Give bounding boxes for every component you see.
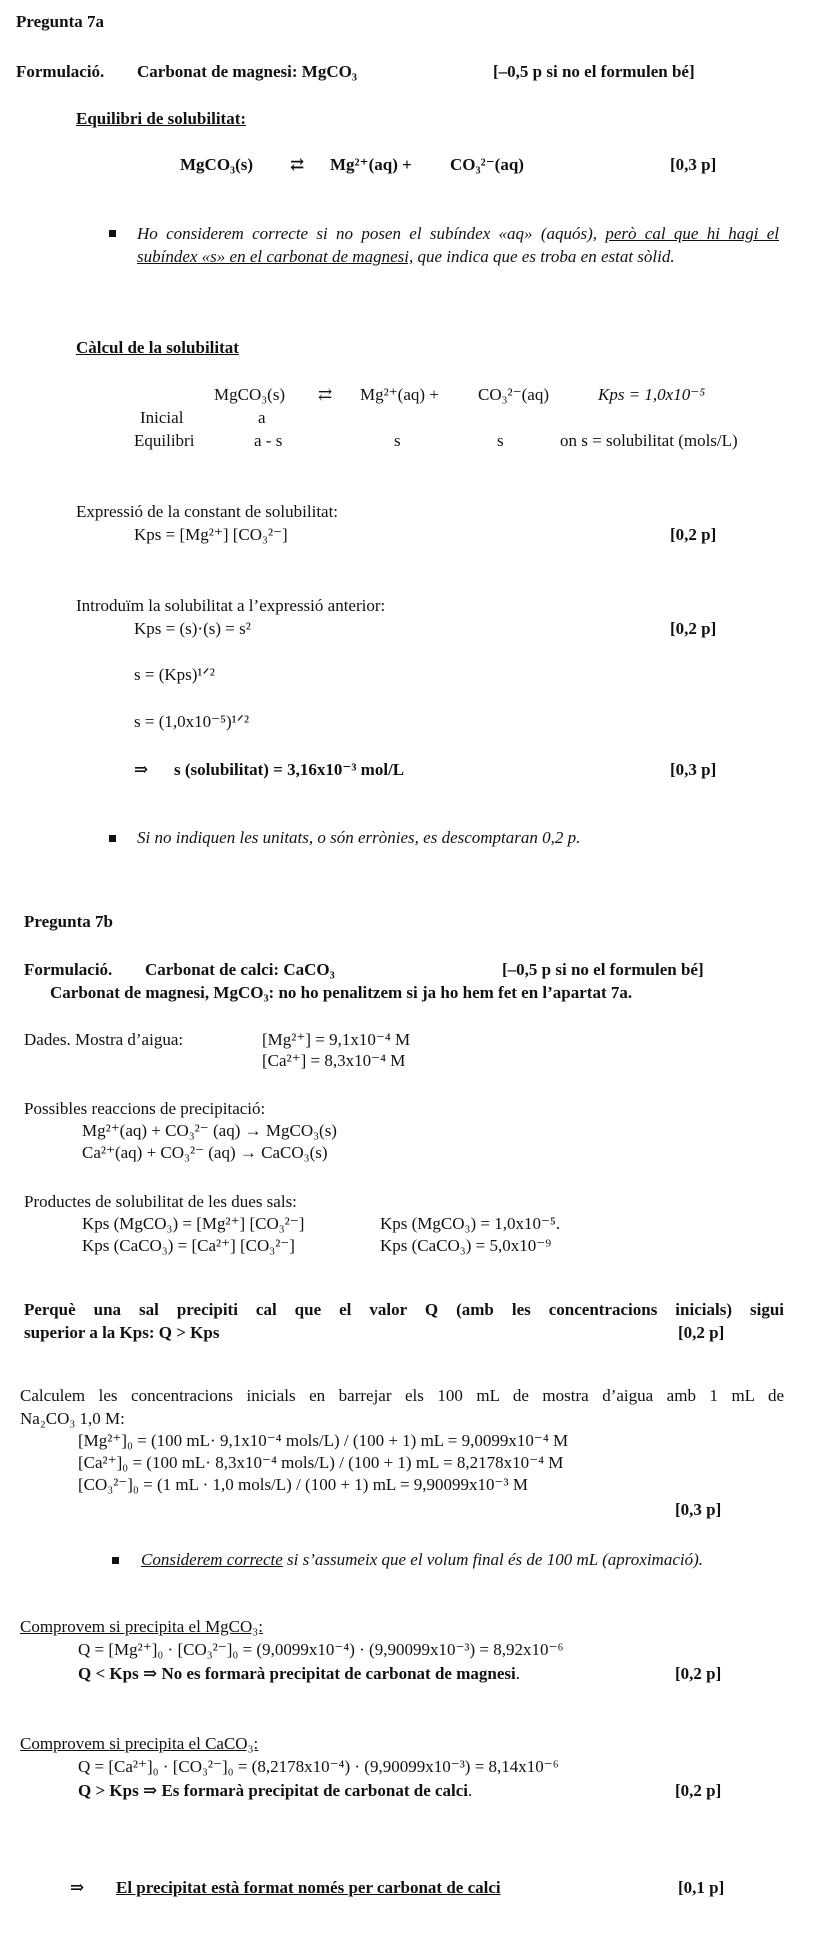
dades-ca: [Ca²⁺] = 8,3x10⁻⁴ M <box>262 1051 406 1070</box>
final-points: [0,1 p] <box>678 1878 725 1897</box>
q7a-penalty: [–0,5 p si no el formulen bé] <box>493 62 695 81</box>
q7a-equilibrium-title: Equilibri de solubilitat: <box>76 109 247 128</box>
q7a-eq-points: [0,3 p] <box>670 155 717 174</box>
conc-co3: [CO₃²⁻]₀ = (1 mL · 1,0 mols/L) / (100 + 1) mL = 9,90099x10⁻³ M <box>78 1475 528 1494</box>
row-initial-value: a <box>258 408 266 427</box>
intro-points: [0,2 p] <box>670 619 717 638</box>
row-equilibrium-note: on s = solubilitat (mols/L) <box>560 431 738 450</box>
conc-points: [0,3 p] <box>675 1500 722 1519</box>
q7b-note-volume: Considerem correcte si s’assumeix que el volum final és de 100 mL (aproximació). <box>141 1550 704 1569</box>
bullet-icon <box>109 230 116 237</box>
condition-line-1: Perquè una sal precipiti cal que el valor Q (amb les concentracions inicials) sigui <box>24 1300 784 1319</box>
row-equilibrium-label: Equilibri <box>134 431 195 450</box>
kps-ca-expression: Kps (CaCO₃) = [Ca²⁺] [CO₃²⁻] <box>82 1236 295 1255</box>
result-text: s (solubilitat) = 3,16x10⁻³ mol/L <box>174 760 405 779</box>
q7b-penalty: [–0,5 p si no el formulen bé] <box>502 960 704 979</box>
q7a-calc-title: Càlcul de la solubilitat <box>76 338 239 357</box>
condition-points: [0,2 p] <box>678 1323 725 1342</box>
table-eq-arrow: ⇄ <box>318 385 333 404</box>
intro-formula: Kps = (s)·(s) = s² <box>134 619 251 638</box>
check-mg-result: Q < Kps ⇒ No es formarà precipitat de carbonat de magnesi. <box>78 1664 520 1683</box>
check-mg-q: Q = [Mg²⁺]₀ · [CO₃²⁻]₀ = (9,0099x10⁻⁴) · (9,90099x10⁻³) = 8,92x10⁻⁶ <box>78 1640 564 1659</box>
s-formula-1: s = (Kps)¹ᐟ² <box>134 665 215 684</box>
bullet-icon <box>112 1557 119 1564</box>
calc-line-1: Calculem les concentracions inicials en barrejar els 100 mL de mostra d’aigua amb 1 mL de <box>20 1386 784 1405</box>
kps-mg-expression: Kps (MgCO₃) = [Mg²⁺] [CO₃²⁻] <box>82 1214 305 1233</box>
q7b-formulacio-label: Formulació. <box>24 960 113 979</box>
q7b-formulacio-line2: Carbonat de magnesi, MgCO₃: no ho penalitzem si ja ho hem fet en l’apartat 7a. <box>50 983 633 1002</box>
result-arrow-icon: ⇒ <box>134 760 149 779</box>
intro-label: Introduïm la solubilitat a l’expressió anterior: <box>76 596 386 615</box>
q7a-note-units: Si no indiquen les unitats, o són errònies, es descomptaran 0,2 p. <box>137 828 581 847</box>
reaccions-label: Possibles reaccions de precipitació: <box>24 1099 266 1118</box>
q7a-formulacio-label: Formulació. <box>16 62 105 81</box>
expression-points: [0,2 p] <box>670 525 717 544</box>
q7a-formulacio-text: Carbonat de magnesi: MgCO₃ <box>137 62 357 81</box>
q7a-note-aq: Ho considerem correcte si no posen el subíndex «aq» (aquós), però cal que hi hagi el subíndex «s» en el carbonat de magnesi, que indica que es troba en estat sòlid. <box>137 224 779 266</box>
productes-label: Productes de solubilitat de les dues sals: <box>24 1192 297 1211</box>
dades-mg: [Mg²⁺] = 9,1x10⁻⁴ M <box>262 1030 411 1049</box>
check-mg-title: Comprovem si precipita el MgCO₃: <box>20 1617 263 1636</box>
condition-line-2: superior a la Kps: Q > Kps <box>24 1323 220 1342</box>
expression-label: Expressió de la constant de solubilitat: <box>76 502 339 521</box>
q7b-heading: Pregunta 7b <box>24 912 113 931</box>
check-ca-title: Comprovem si precipita el CaCO₃: <box>20 1734 259 1753</box>
q7a-eq-co3: CO₃²⁻(aq) <box>450 155 524 174</box>
check-mg-points: [0,2 p] <box>675 1664 722 1683</box>
conc-mg: [Mg²⁺]₀ = (100 mL· 9,1x10⁻⁴ mols/L) / (100 + 1) mL = 9,0099x10⁻⁴ M <box>78 1431 569 1450</box>
q7a-eq-arrow: ⇄ <box>290 155 305 174</box>
q7a-heading: Pregunta 7a <box>16 12 104 31</box>
kps-ca-value: Kps (CaCO₃) = 5,0x10⁻⁹ <box>380 1236 552 1255</box>
reaccio-1: Mg²⁺(aq) + CO₃²⁻ (aq) → MgCO₃(s) <box>82 1121 337 1140</box>
row-equilibrium-s1: s <box>394 431 401 450</box>
bullet-icon <box>109 835 116 842</box>
q7a-eq-mg: Mg²⁺(aq) + <box>330 155 412 174</box>
q7b-formulacio-text: Carbonat de calci: CaCO₃ <box>145 960 335 979</box>
table-eq-left: MgCO₃(s) <box>214 385 286 404</box>
table-eq-mg: Mg²⁺(aq) + <box>360 385 439 404</box>
s-formula-2: s = (1,0x10⁻⁵)¹ᐟ² <box>134 712 250 731</box>
check-ca-result: Q > Kps ⇒ Es formarà precipitat de carbonat de calci. <box>78 1781 473 1800</box>
result-points: [0,3 p] <box>670 760 717 779</box>
table-kps: Kps = 1,0x10⁻⁵ <box>598 385 706 404</box>
expression-formula: Kps = [Mg²⁺] [CO₃²⁻] <box>134 525 288 544</box>
kps-mg-value: Kps (MgCO₃) = 1,0x10⁻⁵. <box>380 1214 561 1233</box>
row-initial-label: Inicial <box>140 408 184 427</box>
final-arrow-icon: ⇒ <box>70 1878 85 1897</box>
q7a-eq-left: MgCO₃(s) <box>180 155 254 174</box>
check-ca-points: [0,2 p] <box>675 1781 722 1800</box>
conc-ca: [Ca²⁺]₀ = (100 mL· 8,3x10⁻⁴ mols/L) / (100 + 1) mL = 8,2178x10⁻⁴ M <box>78 1453 564 1472</box>
final-conclusion: El precipitat està format només per carbonat de calci <box>116 1878 501 1897</box>
dades-label: Dades. Mostra d’aigua: <box>24 1030 184 1049</box>
check-ca-q: Q = [Ca²⁺]₀ · [CO₃²⁻]₀ = (8,2178x10⁻⁴) · (9,90099x10⁻³) = 8,14x10⁻⁶ <box>78 1757 559 1776</box>
row-equilibrium-value: a - s <box>254 431 283 450</box>
table-eq-co3: CO₃²⁻(aq) <box>478 385 549 404</box>
row-equilibrium-s2: s <box>497 431 504 450</box>
reaccio-2: Ca²⁺(aq) + CO₃²⁻ (aq) → CaCO₃(s) <box>82 1143 328 1162</box>
calc-line-2: Na₂CO₃ 1,0 M: <box>20 1409 125 1428</box>
